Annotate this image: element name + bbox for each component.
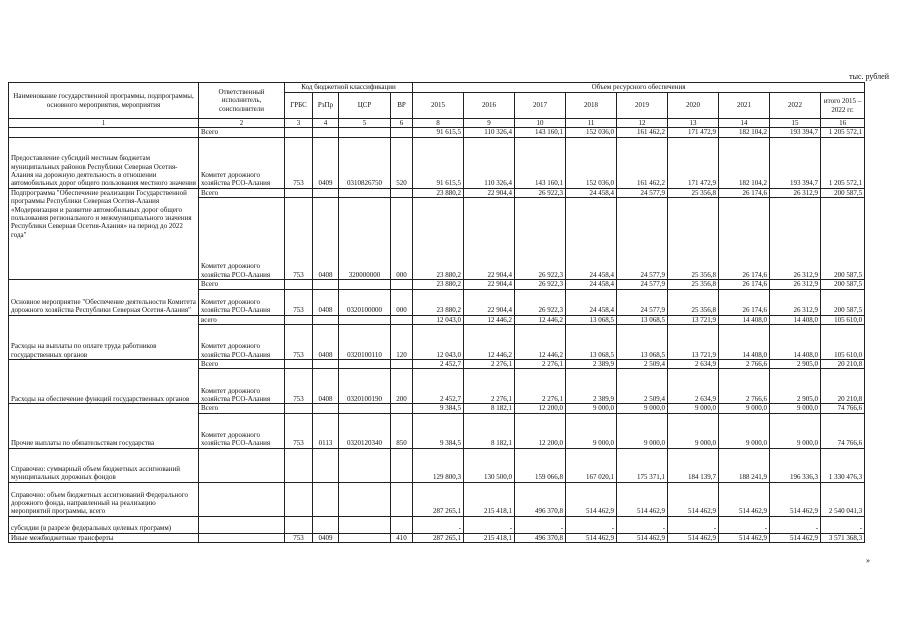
row-executor: Всего [199, 128, 285, 137]
cell-vr [391, 516, 413, 533]
cell-total: 200 587,5 [821, 289, 865, 315]
cell-total: - [821, 516, 865, 533]
header-kbk: Код бюджетной классификации [285, 83, 413, 93]
cell-value: 110 326,4 [464, 137, 515, 188]
row-name: Расходы на обеспечение функций государственных органов [9, 360, 199, 404]
cell-value: 14 408,0 [719, 325, 770, 360]
cell-value: 26 174,6 [719, 188, 770, 197]
col-number: 13 [668, 119, 719, 128]
header-rzpr: РзПр [313, 93, 339, 119]
row-executor: Всего [199, 360, 285, 369]
cell-value: 2 766,6 [719, 360, 770, 369]
cell-value: 9 000,0 [566, 413, 617, 448]
cell-value: 13 068,5 [566, 325, 617, 360]
col-number: 3 [285, 119, 313, 128]
cell-value: 26 922,3 [515, 188, 566, 197]
cell-csr: 0310826750 [339, 137, 391, 188]
cell-vr [391, 482, 413, 516]
cell-value: 24 577,9 [617, 198, 668, 280]
cell-vr: 850 [391, 413, 413, 448]
cell-value: 9 000,0 [719, 404, 770, 413]
cell-value: 23 880,2 [413, 280, 464, 289]
cell-value: 9 000,0 [617, 404, 668, 413]
col-number: 9 [464, 119, 515, 128]
cell-value: 514 462,9 [617, 482, 668, 516]
cell-csr: 320000000 [339, 198, 391, 280]
cell-value: 22 904,4 [464, 289, 515, 315]
cell-rzpr: 0408 [313, 289, 339, 315]
cell-value: 2 276,1 [464, 369, 515, 404]
cell-rzpr [313, 360, 339, 369]
cell-value: 91 615,5 [413, 137, 464, 188]
cell-value: 25 356,8 [668, 198, 719, 280]
cell-rzpr [313, 482, 339, 516]
header-csr: ЦСР [339, 93, 391, 119]
cell-grbs: 753 [285, 289, 313, 315]
header-name: Наименование государственной программы, подпрограммы, основного мероприятия, мероприятия [9, 83, 199, 119]
cell-grbs: 753 [285, 369, 313, 404]
cell-value: 171 472,9 [668, 137, 719, 188]
cell-rzpr [313, 315, 339, 324]
cell-value: 9 000,0 [668, 413, 719, 448]
col-number: 8 [413, 119, 464, 128]
cell-value: 110 326,4 [464, 128, 515, 137]
cell-value: 161 462,2 [617, 137, 668, 188]
cell-value: 26 922,3 [515, 198, 566, 280]
cell-total: 20 210,8 [821, 360, 865, 369]
cell-grbs [285, 280, 313, 289]
row-executor: Комитет дорожного хозяйства РСО-Алания [199, 325, 285, 360]
row-name: Расходы на выплаты по оплате труда работников государственных органов [9, 315, 199, 359]
cell-csr [339, 188, 391, 197]
units-label: тыс. рублей [849, 72, 889, 81]
cell-value: 2 766,6 [719, 369, 770, 404]
row-name: Иные межбюджетные трансферты [9, 533, 199, 542]
cell-csr: 0320100190 [339, 369, 391, 404]
cell-value: 143 160,1 [515, 137, 566, 188]
cell-value: 13 068,5 [566, 315, 617, 324]
cell-rzpr [313, 128, 339, 137]
table-row [9, 516, 865, 533]
cell-total: 200 587,5 [821, 198, 865, 280]
cell-value: 2 389,9 [566, 360, 617, 369]
cell-value: - [719, 516, 770, 533]
row-executor [199, 516, 285, 533]
cell-value: - [617, 516, 668, 533]
cell-total: 1 205 572,1 [821, 128, 865, 137]
cell-value: 514 462,9 [566, 482, 617, 516]
cell-total: 20 210,8 [821, 369, 865, 404]
col-number: 10 [515, 119, 566, 128]
cell-csr [339, 482, 391, 516]
cell-total: 2 540 041,3 [821, 482, 865, 516]
table-body [9, 128, 865, 543]
cell-value: 25 356,8 [668, 280, 719, 289]
cell-rzpr: 0408 [313, 369, 339, 404]
cell-total: 74 766,6 [821, 404, 865, 413]
cell-value: 130 500,0 [464, 448, 515, 482]
cell-grbs [285, 482, 313, 516]
cell-vr: 000 [391, 198, 413, 280]
cell-value: 25 356,8 [668, 188, 719, 197]
col-number: 2 [199, 119, 285, 128]
cell-csr: 0320120340 [339, 413, 391, 448]
cell-value: 26 312,9 [770, 289, 821, 315]
cell-grbs [285, 404, 313, 413]
cell-value: 24 458,4 [566, 289, 617, 315]
table-row [9, 360, 865, 369]
header-year: 2021 [719, 93, 770, 119]
cell-value: 12 446,2 [515, 315, 566, 324]
cell-rzpr: 0113 [313, 413, 339, 448]
cell-vr [391, 448, 413, 482]
cell-total: 1 205 572,1 [821, 137, 865, 188]
row-name: Справочно: суммарный объем бюджетных ассигнований муниципальных дорожных фондов [9, 448, 199, 482]
cell-grbs: 753 [285, 325, 313, 360]
cell-value: 23 880,2 [413, 198, 464, 280]
row-executor: всего [199, 315, 285, 324]
cell-value: 12 043,0 [413, 315, 464, 324]
row-name: Прочие выплаты по обязательствам государства [9, 404, 199, 448]
cell-value: 514 462,9 [719, 533, 770, 542]
cell-value: 215 418,1 [464, 482, 515, 516]
cell-value: 26 312,9 [770, 198, 821, 280]
col-number: 1 [9, 119, 199, 128]
cell-value: 22 904,4 [464, 188, 515, 197]
cell-value: 215 418,1 [464, 533, 515, 542]
table-header [9, 83, 865, 128]
header-year: 2017 [515, 93, 566, 119]
row-executor: Всего [199, 188, 285, 197]
cell-rzpr [313, 280, 339, 289]
cell-value: 12 200,0 [515, 404, 566, 413]
cell-value: 9 000,0 [617, 413, 668, 448]
cell-value: 2 452,7 [413, 360, 464, 369]
cell-value: 2 509,4 [617, 360, 668, 369]
cell-value: 12 446,2 [515, 325, 566, 360]
table-row [9, 533, 865, 542]
cell-value: 2 276,1 [515, 369, 566, 404]
cell-value: 193 394,7 [770, 128, 821, 137]
cell-value: 24 577,9 [617, 280, 668, 289]
cell-value: 25 356,8 [668, 289, 719, 315]
cell-csr [339, 404, 391, 413]
cell-rzpr: 0408 [313, 325, 339, 360]
cell-csr: 0320100000 [339, 289, 391, 315]
header-year: 2019 [617, 93, 668, 119]
cell-vr: 000 [391, 289, 413, 315]
cell-value: 171 472,9 [668, 128, 719, 137]
col-number: 16 [821, 119, 865, 128]
cell-grbs [285, 448, 313, 482]
cell-value: 514 462,9 [668, 533, 719, 542]
column-number-row [9, 119, 865, 128]
cell-value: 2 452,7 [413, 369, 464, 404]
cell-value: 91 615,5 [413, 128, 464, 137]
row-executor: Комитет дорожного хозяйства РСО-Алания [199, 289, 285, 315]
table-row [9, 315, 865, 324]
cell-value: 13 721,9 [668, 325, 719, 360]
row-executor [199, 448, 285, 482]
cell-total: 1 330 476,3 [821, 448, 865, 482]
cell-value: 14 408,0 [770, 325, 821, 360]
cell-rzpr: 0408 [313, 198, 339, 280]
cell-value: 2 509,4 [617, 369, 668, 404]
cell-total: 200 587,5 [821, 188, 865, 197]
cell-vr [391, 128, 413, 137]
table-row [9, 128, 865, 137]
cell-grbs [285, 360, 313, 369]
cell-grbs [285, 315, 313, 324]
cell-vr [391, 360, 413, 369]
cell-value: 9 000,0 [668, 404, 719, 413]
col-number: 15 [770, 119, 821, 128]
col-number: 14 [719, 119, 770, 128]
cell-value: 182 104,2 [719, 137, 770, 188]
cell-value: 496 370,8 [515, 533, 566, 542]
table-row [9, 404, 865, 413]
cell-grbs [285, 516, 313, 533]
table-row [9, 448, 865, 482]
cell-grbs [285, 128, 313, 137]
row-name: Основное мероприятие "Обеспечение деятельности Комитета дорожного хозяйства Республики Северная Осетия-Алания" [9, 280, 199, 315]
cell-value: - [566, 516, 617, 533]
cell-value: 514 462,9 [770, 482, 821, 516]
header-vr: ВР [391, 93, 413, 119]
cell-value: 26 174,6 [719, 280, 770, 289]
cell-value: - [770, 516, 821, 533]
cell-value: 26 174,6 [719, 198, 770, 280]
cell-rzpr [313, 404, 339, 413]
cell-total: 74 766,6 [821, 413, 865, 448]
cell-csr [339, 315, 391, 324]
cell-grbs: 753 [285, 137, 313, 188]
cell-value: 152 036,0 [566, 137, 617, 188]
cell-value: 24 458,4 [566, 188, 617, 197]
cell-total: 105 610,0 [821, 315, 865, 324]
cell-csr [339, 280, 391, 289]
cell-value: 9 000,0 [770, 413, 821, 448]
row-executor: Комитет дорожного хозяйства РСО-Алания [199, 137, 285, 188]
resource-table [8, 82, 865, 543]
cell-rzpr [313, 516, 339, 533]
cell-value: 167 020,1 [566, 448, 617, 482]
header-year: 2022 [770, 93, 821, 119]
cell-value: 9 384,5 [413, 413, 464, 448]
cell-value: 143 160,1 [515, 128, 566, 137]
cell-vr: 200 [391, 369, 413, 404]
header-volume: Объем ресурсного обеспечения [413, 83, 865, 93]
cell-total: 3 571 368,3 [821, 533, 865, 542]
cell-value: - [413, 516, 464, 533]
cell-value: 2 276,1 [515, 360, 566, 369]
cell-grbs: 753 [285, 198, 313, 280]
row-executor: Всего [199, 404, 285, 413]
cell-value: 2 905,0 [770, 369, 821, 404]
cell-value: 2 905,0 [770, 360, 821, 369]
cell-value: 24 458,4 [566, 280, 617, 289]
cell-csr [339, 516, 391, 533]
cell-value: 2 634,9 [668, 369, 719, 404]
cell-value: 9 384,5 [413, 404, 464, 413]
cell-value: 193 394,7 [770, 137, 821, 188]
cell-rzpr: 0409 [313, 533, 339, 542]
cell-value: 26 922,3 [515, 280, 566, 289]
cell-value: 8 182,1 [464, 404, 515, 413]
row-executor: Всего [199, 280, 285, 289]
cell-value: 8 182,1 [464, 413, 515, 448]
cell-value: 26 922,3 [515, 289, 566, 315]
cell-total: 200 587,5 [821, 280, 865, 289]
header-grbs: ГРБС [285, 93, 313, 119]
row-name: Подпрограмма "Обеспечение реализации Государственной программы Республики Северная Осетия-Алания «Модернизация и развитие автомобильных дорог общего пользования регионального и межмуниципального значения Республики Северная Осетия-Алания» на период до 2022 года" [9, 188, 199, 279]
cell-value: 514 462,9 [770, 533, 821, 542]
cell-value: 14 408,0 [770, 315, 821, 324]
cell-value: 9 000,0 [566, 404, 617, 413]
cell-value: 23 880,2 [413, 289, 464, 315]
cell-value: 26 312,9 [770, 188, 821, 197]
cell-value: 287 265,1 [413, 482, 464, 516]
cell-value: 188 241,9 [719, 448, 770, 482]
cell-value: 12 446,2 [464, 325, 515, 360]
cell-value: 2 276,1 [464, 360, 515, 369]
header-year: 2016 [464, 93, 515, 119]
cell-value: 13 068,5 [617, 325, 668, 360]
cell-value: 13 721,9 [668, 315, 719, 324]
cell-value: 184 139,7 [668, 448, 719, 482]
row-name [9, 128, 199, 137]
cell-csr [339, 448, 391, 482]
cell-value: 24 577,9 [617, 188, 668, 197]
row-executor: Комитет дорожного хозяйства РСО-Алания [199, 369, 285, 404]
header-total: итого 2015 – 2022 гг. [821, 93, 865, 119]
cell-value: 175 371,1 [617, 448, 668, 482]
cell-value: 159 066,8 [515, 448, 566, 482]
cell-value: 24 577,9 [617, 289, 668, 315]
header-executor: Ответственный исполнитель, соисполнители [199, 83, 285, 119]
cell-value: 161 462,2 [617, 128, 668, 137]
cell-vr [391, 188, 413, 197]
cell-value: 12 446,2 [464, 315, 515, 324]
cell-value: 287 265,1 [413, 533, 464, 542]
cell-value: 152 036,0 [566, 128, 617, 137]
cell-value: 24 458,4 [566, 198, 617, 280]
cell-value: 9 000,0 [770, 404, 821, 413]
cell-vr: 120 [391, 325, 413, 360]
cell-value: 2 389,9 [566, 369, 617, 404]
cell-value: 23 880,2 [413, 188, 464, 197]
col-number: 11 [566, 119, 617, 128]
cell-value: 26 174,6 [719, 289, 770, 315]
cell-vr: 410 [391, 533, 413, 542]
cell-grbs: 753 [285, 413, 313, 448]
cell-value: - [464, 516, 515, 533]
cell-vr [391, 404, 413, 413]
cell-value: 22 904,4 [464, 198, 515, 280]
cell-value: 26 312,9 [770, 280, 821, 289]
row-name: субсидии (в разрезе федеральных целевых программ) [9, 516, 199, 533]
cell-grbs [285, 188, 313, 197]
cell-value: 182 104,2 [719, 128, 770, 137]
col-number: 6 [391, 119, 413, 128]
cell-grbs: 753 [285, 533, 313, 542]
cell-value: 496 370,8 [515, 482, 566, 516]
cell-value: 12 200,0 [515, 413, 566, 448]
cell-value: 129 800,3 [413, 448, 464, 482]
cell-value: 22 904,4 [464, 280, 515, 289]
cell-csr: 0320100110 [339, 325, 391, 360]
table-row [9, 280, 865, 289]
cell-value: 514 462,9 [719, 482, 770, 516]
cell-value: 13 068,5 [617, 315, 668, 324]
cell-vr: 520 [391, 137, 413, 188]
cell-rzpr: 0409 [313, 137, 339, 188]
closing-quote-mark: » [866, 556, 870, 565]
cell-csr [339, 533, 391, 542]
cell-value: 514 462,9 [566, 533, 617, 542]
row-name: Предоставление субсидий местным бюджетам муниципальных районов Республики Северная Осетия-Алания на дорожную деятельность в отношении автомобильных дорог общего пользования местного значения [9, 137, 199, 188]
cell-value: 12 043,0 [413, 325, 464, 360]
cell-csr [339, 128, 391, 137]
row-executor: Комитет дорожного хозяйства РСО-Алания [199, 198, 285, 280]
cell-value: 2 634,9 [668, 360, 719, 369]
table-row [9, 482, 865, 516]
col-number: 4 [313, 119, 339, 128]
cell-rzpr [313, 448, 339, 482]
cell-vr [391, 315, 413, 324]
cell-value: 514 462,9 [668, 482, 719, 516]
cell-total: 105 610,0 [821, 325, 865, 360]
row-executor [199, 533, 285, 542]
cell-value: - [515, 516, 566, 533]
cell-value: 196 336,3 [770, 448, 821, 482]
cell-rzpr [313, 188, 339, 197]
cell-value: - [668, 516, 719, 533]
header-year: 2020 [668, 93, 719, 119]
row-executor: Комитет дорожного хозяйства РСО-Алания [199, 413, 285, 448]
col-number: 12 [617, 119, 668, 128]
col-number: 5 [339, 119, 391, 128]
header-year: 2015 [413, 93, 464, 119]
header-year: 2018 [566, 93, 617, 119]
cell-vr [391, 280, 413, 289]
table-row [9, 137, 865, 188]
table-row [9, 188, 865, 197]
cell-value: 14 408,0 [719, 315, 770, 324]
cell-value: 514 462,9 [617, 533, 668, 542]
cell-csr [339, 360, 391, 369]
row-executor [199, 482, 285, 516]
row-name: Справочно: объем бюджетных ассигнований Федерального дорожного фонда, направленный на реализацию мероприятий программы, всего [9, 482, 199, 516]
cell-value: 9 000,0 [719, 413, 770, 448]
